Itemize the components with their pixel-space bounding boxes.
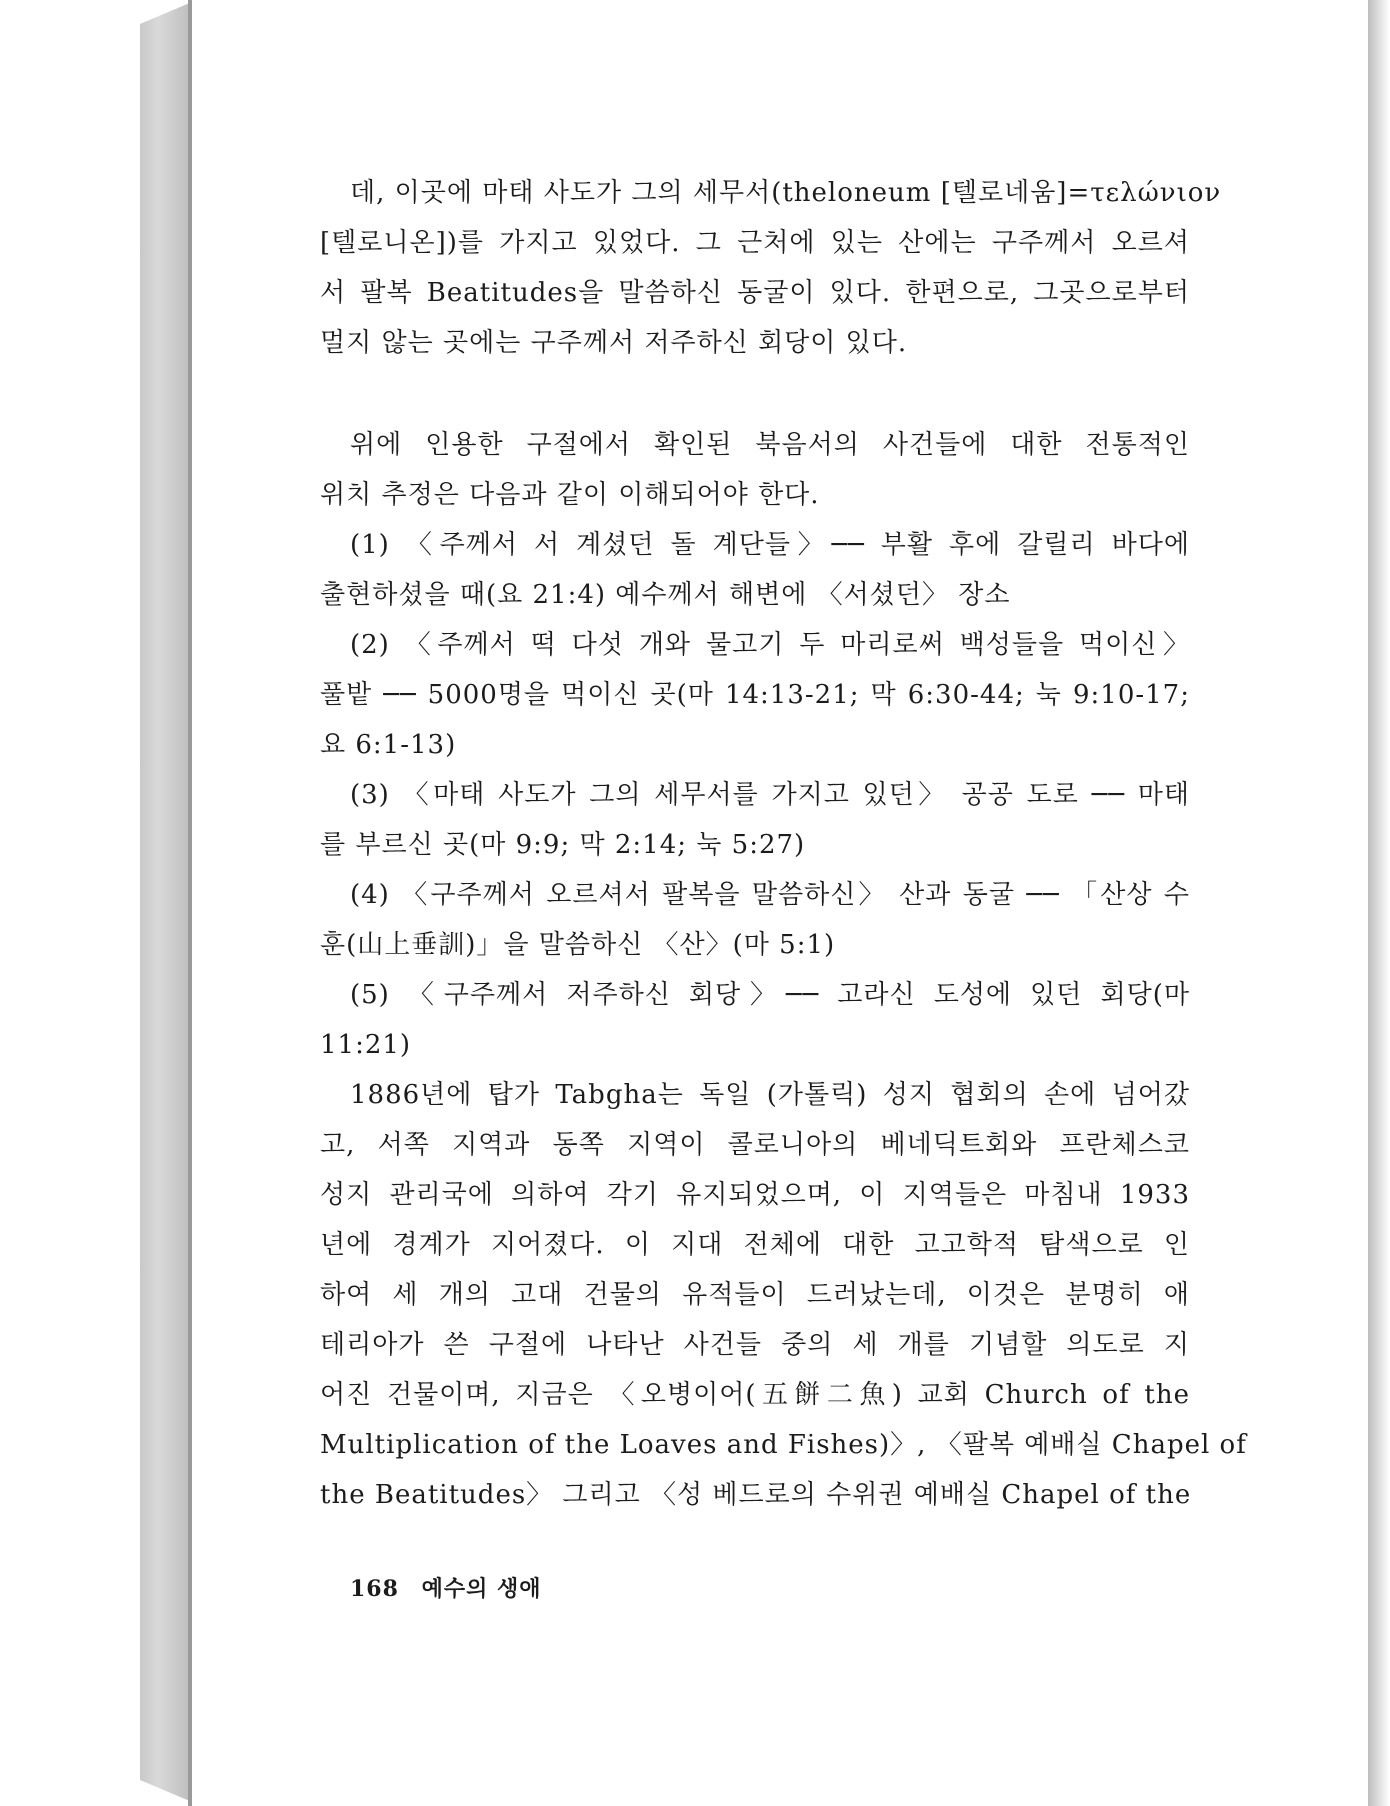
list-item-line: 풀밭 ── 5000명을 먹이신 곳(마 14:13-21; 막 6:30-44; 눅 9:10-17; [320, 680, 1190, 710]
text-line: 어진 건물이며, 지금은 〈오병이어(五餅二魚) 교회 Church of the [320, 1380, 1190, 1410]
list-item-line: 를 부르신 곳(마 9:9; 막 2:14; 눅 5:27) [320, 830, 806, 860]
text-line: [텔로니온])를 가지고 있었다. 그 근처에 있는 산에는 구주께서 오르셔 [320, 228, 1190, 258]
list-item-line: 훈(山上垂訓)」을 말씀하신 〈산〉(마 5:1) [320, 930, 836, 960]
list-item-line: 출현하셨을 때(요 21:4) 예수께서 해변에 〈서셨던〉 장소 [320, 580, 1011, 610]
page-footer [350, 1572, 542, 1603]
text-line: 고, 서쪽 지역과 동쪽 지역이 콜로니아의 베네딕트회와 프란체스코 [320, 1130, 1190, 1160]
book-spine [140, 2, 192, 1802]
text-line: 위치 추정은 다음과 같이 이해되어야 한다. [320, 480, 820, 510]
page-number: 168 [350, 1576, 399, 1602]
text-line: 테리아가 쓴 구절에 나타난 사건들 중의 세 개를 기념할 의도로 지 [320, 1330, 1190, 1360]
list-item-line: 11:21) [320, 1030, 412, 1060]
text-line: the Beatitudes〉 그리고 〈성 베드로의 수위권 예배실 Chapel of the [320, 1480, 1192, 1510]
list-item-line: (2) 〈주께서 떡 다섯 개와 물고기 두 마리로써 백성들을 먹이신〉 [350, 630, 1190, 660]
page-edge-shadow [1368, 0, 1390, 1806]
text-line: 멀지 않는 곳에는 구주께서 저주하신 회당이 있다. [320, 328, 908, 358]
list-item-line: (3) 〈마태 사도가 그의 세무서를 가지고 있던〉 공공 도로 ── 마태 [350, 780, 1190, 810]
body-text [320, 420, 1247, 1520]
text-line: 데, 이곳에 마태 사도가 그의 세무서(theloneum [텔로네움]=τελώνιον [350, 178, 1222, 208]
list-item-line: (5) 〈구주께서 저주하신 회당〉── 고라신 도성에 있던 회당(마 [350, 980, 1190, 1010]
text-line: 1886년에 탑가 Tabgha는 독일 (가톨릭) 성지 협회의 손에 넘어갔 [350, 1080, 1190, 1110]
list-item-line: (1) 〈주께서 서 계셨던 돌 계단들〉── 부활 후에 갈릴리 바다에 [350, 530, 1190, 560]
text-line: 위에 인용한 구절에서 확인된 북음서의 사건들에 대한 전통적인 [350, 430, 1190, 460]
text-line: 하여 세 개의 고대 건물의 유적들이 드러났는데, 이것은 분명히 애 [320, 1280, 1190, 1310]
text-line: 성지 관리국에 의하여 각기 유지되었으며, 이 지역들은 마침내 1933 [320, 1180, 1190, 1210]
quoted-passage [320, 168, 1222, 368]
list-item-line: (4) 〈구주께서 오르셔서 팔복을 말씀하신〉 산과 동굴 ── 「산상 수 [350, 880, 1190, 910]
text-line: 년에 경계가 지어졌다. 이 지대 전체에 대한 고고학적 탐색으로 인 [320, 1230, 1190, 1260]
running-title: 예수의 생애 [421, 1576, 542, 1602]
text-line: 서 팔복 Beatitudes을 말씀하신 동굴이 있다. 한편으로, 그곳으로부터 [320, 278, 1190, 308]
page-gutter [188, 0, 192, 1806]
list-item-line: 요 6:1-13) [320, 730, 457, 760]
text-line: Multiplication of the Loaves and Fishes)〉, 〈팔복 예배실 Chapel of [320, 1430, 1247, 1460]
